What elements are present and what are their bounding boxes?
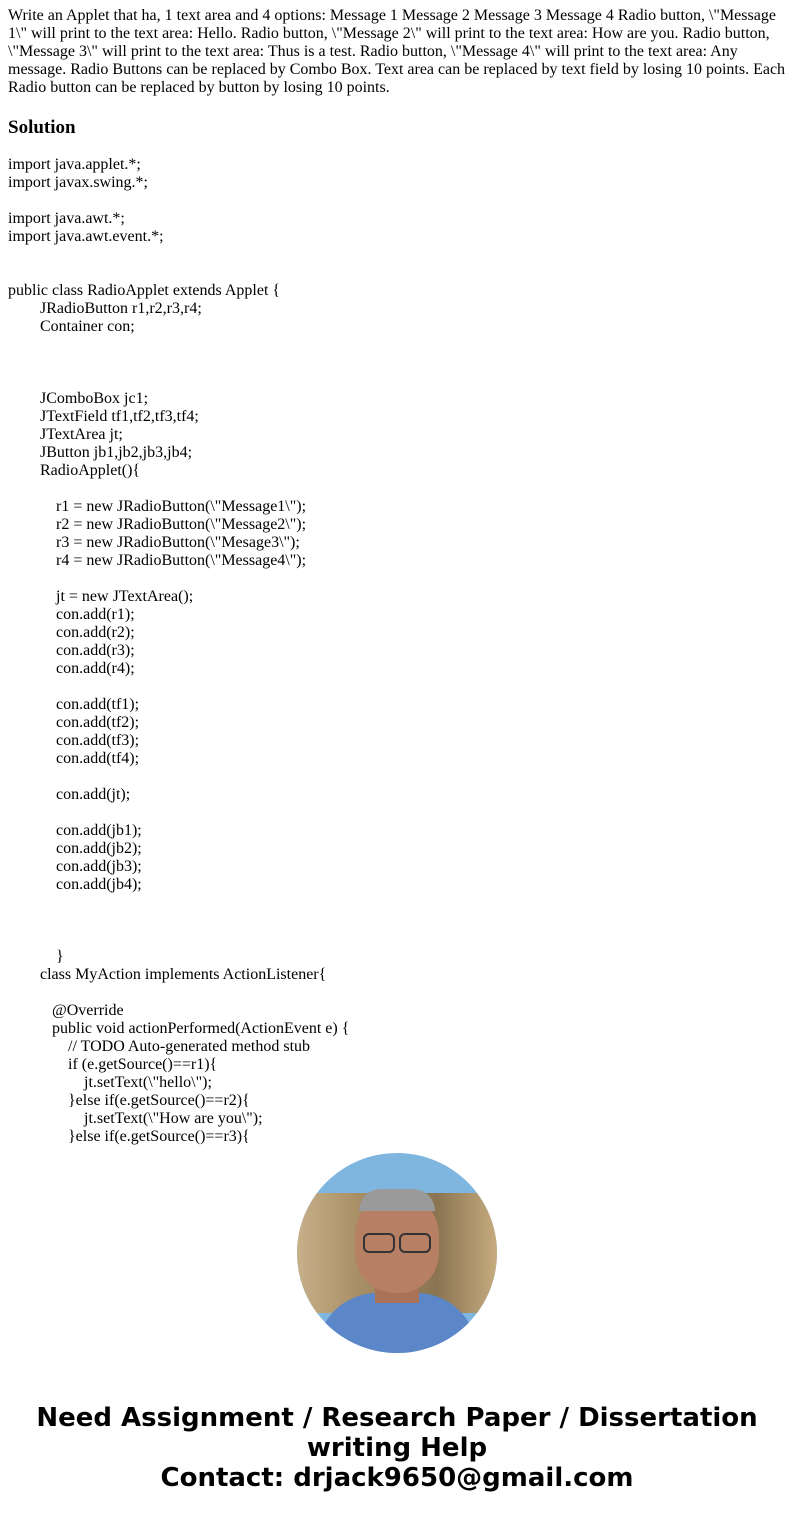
code-line: con.add(r3); xyxy=(8,642,135,659)
code-line xyxy=(8,354,349,372)
code-line: import java.awt.*; xyxy=(8,210,125,227)
code-line: import javax.swing.*; xyxy=(8,174,148,191)
code-line: r3 = new JRadioButton(\"Mesage3\"); xyxy=(8,534,300,551)
code-line: public void actionPerformed(ActionEvent e) { xyxy=(8,1020,350,1037)
author-photo xyxy=(297,1153,497,1353)
code-line xyxy=(8,930,349,948)
code-block xyxy=(8,156,349,1146)
code-line: Container con; xyxy=(8,318,135,335)
code-line: con.add(r2); xyxy=(8,624,135,641)
code-line xyxy=(8,678,349,696)
code-line: import java.awt.event.*; xyxy=(8,228,164,245)
code-line: }else if(e.getSource()==r3){ xyxy=(8,1128,250,1145)
code-line xyxy=(8,984,349,1002)
code-line xyxy=(8,336,349,354)
code-line: @Override xyxy=(8,1002,124,1019)
code-line: jt = new JTextArea(); xyxy=(8,588,194,605)
code-line: con.add(jb1); xyxy=(8,822,142,839)
code-line: JRadioButton r1,r2,r3,r4; xyxy=(8,300,202,317)
code-line: con.add(jb2); xyxy=(8,840,142,857)
code-line: r1 = new JRadioButton(\"Message1\"); xyxy=(8,498,307,515)
code-line: class MyAction implements ActionListener{ xyxy=(8,966,327,983)
code-line: con.add(jt); xyxy=(8,786,131,803)
question-text: Write an Applet that ha, 1 text area and 4 options: Message 1 Message 2 Message 3 Message 4 Radio button, \"Message 1\" will print to the text area: Hello. Radio button, \"Message 2\" will print to the text area: How are you. Radio button, \"Message 3\" will print to the text area: Thus is a test. Radio button, \"Message 4\" will print to the text area: Any message. Radio Buttons can be replaced by Combo Box. Text area can be replaced by text field by losing 10 points. Each Radio button can be replaced by button by losing 10 points. xyxy=(8,7,786,96)
code-line xyxy=(8,768,349,786)
code-line xyxy=(8,246,349,264)
code-line xyxy=(8,480,349,498)
code-line: JTextArea jt; xyxy=(8,426,123,443)
code-line: r2 = new JRadioButton(\"Message2\"); xyxy=(8,516,307,533)
code-line: // TODO Auto-generated method stub xyxy=(8,1038,311,1055)
code-line xyxy=(8,264,349,282)
code-line xyxy=(8,804,349,822)
code-line: JButton jb1,jb2,jb3,jb4; xyxy=(8,444,193,461)
code-line: if (e.getSource()==r1){ xyxy=(8,1056,218,1073)
code-line xyxy=(8,570,349,588)
code-line: con.add(tf3); xyxy=(8,732,140,749)
code-line: r4 = new JRadioButton(\"Message4\"); xyxy=(8,552,307,569)
code-line: RadioApplet(){ xyxy=(8,462,141,479)
code-line xyxy=(8,894,349,912)
banner-line-2: writing Help xyxy=(306,1433,488,1463)
code-line: con.add(r1); xyxy=(8,606,135,623)
code-line: con.add(tf4); xyxy=(8,750,140,767)
code-line: JComboBox jc1; xyxy=(8,390,149,407)
code-line: }else if(e.getSource()==r2){ xyxy=(8,1092,250,1109)
code-line: public class RadioApplet extends Applet { xyxy=(8,282,281,299)
code-line xyxy=(8,372,349,390)
code-line xyxy=(8,192,349,210)
code-line: import java.applet.*; xyxy=(8,156,141,173)
code-line: con.add(jb4); xyxy=(8,876,142,893)
code-line: jt.setText(\"hello\"); xyxy=(8,1074,212,1091)
code-line: con.add(jb3); xyxy=(8,858,142,875)
code-line: } xyxy=(8,948,64,965)
banner-line-3: Contact: drjack9650@gmail.com xyxy=(160,1463,634,1493)
solution-heading: Solution xyxy=(8,117,76,138)
code-line: JTextField tf1,tf2,tf3,tf4; xyxy=(8,408,199,425)
contact-banner xyxy=(0,1403,794,1493)
banner-line-1: Need Assignment / Research Paper / Dissertation xyxy=(36,1403,758,1433)
code-line: jt.setText(\"How are you\"); xyxy=(8,1110,263,1127)
code-line: con.add(tf1); xyxy=(8,696,140,713)
code-line: con.add(r4); xyxy=(8,660,135,677)
code-line: con.add(tf2); xyxy=(8,714,140,731)
code-line xyxy=(8,912,349,930)
